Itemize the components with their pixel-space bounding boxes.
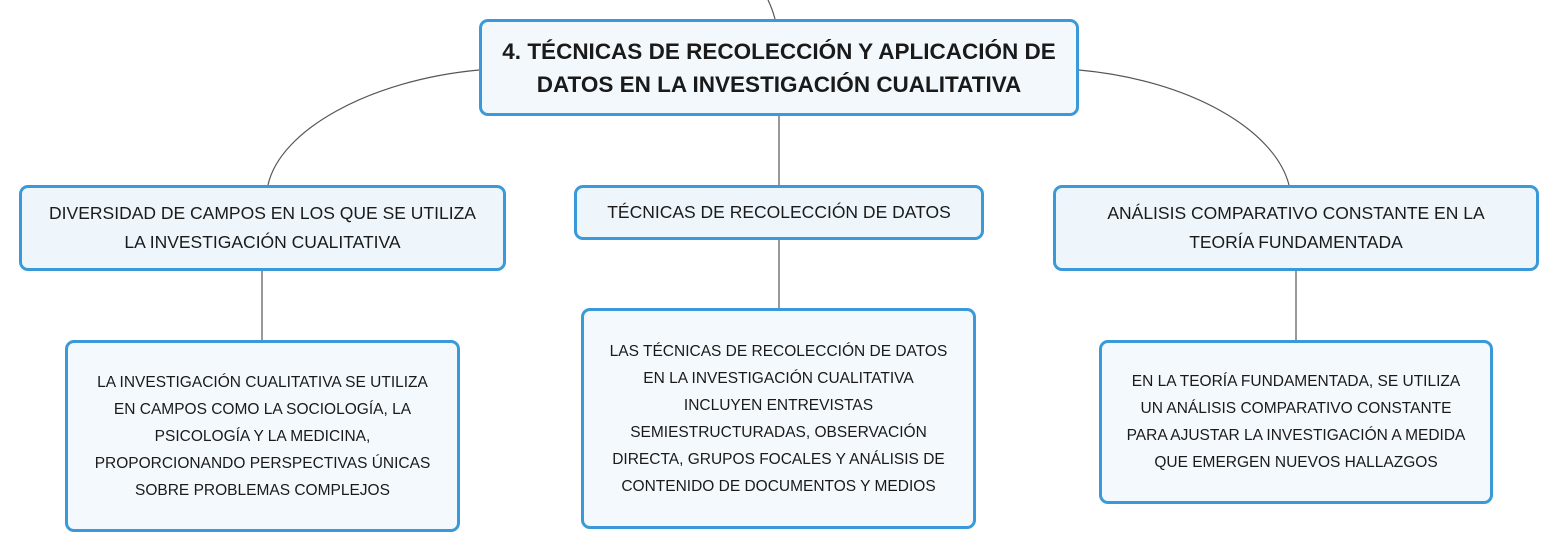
root-title-line: DATOS EN LA INVESTIGACIÓN CUALITATIVA [536,71,1022,97]
topic-label [49,199,476,257]
detail-node-campos[interactable] [65,340,460,532]
detail-line: EN LA INVESTIGACIÓN CUALITATIVA [643,369,914,387]
detail-line: PROPORCIONANDO PERSPECTIVAS ÚNICAS [94,454,431,472]
detail-line: LA INVESTIGACIÓN CUALITATIVA SE UTILIZA [97,373,428,391]
detail-line: EN CAMPOS COMO LA SOCIOLOGÍA, LA [113,400,412,418]
detail-line: PSICOLOGÍA Y LA MEDICINA, [154,427,371,445]
topic-label-line: TEORÍA FUNDAMENTADA [1189,232,1403,252]
detail-text [95,369,431,504]
root-title-line: 4. TÉCNICAS DE RECOLECCIÓN Y APLICACIÓN DE [502,38,1056,64]
connector-root-to-topic-3 [1079,70,1289,185]
detail-text [1127,368,1466,476]
detail-line: DIRECTA, GRUPOS FOCALES Y ANÁLISIS DE [612,450,945,468]
topic-node-campos[interactable] [19,185,506,271]
detail-node-tecnicas[interactable] [581,308,976,529]
topic-label-line: ANÁLISIS COMPARATIVO CONSTANTE EN LA [1107,203,1485,223]
detail-line: INCLUYEN ENTREVISTAS [683,396,874,414]
connector-parent-to-root [768,0,775,19]
detail-node-analisis[interactable] [1099,340,1493,504]
connector-root-to-topic-1 [268,70,479,185]
topic-label [1107,199,1484,257]
detail-line: UN ANÁLISIS COMPARATIVO CONSTANTE [1140,400,1452,417]
root-title [502,35,1055,101]
topic-label-line: DIVERSIDAD DE CAMPOS EN LOS QUE SE UTILIZA [49,203,476,223]
topic-label-line: TÉCNICAS DE RECOLECCIÓN DE DATOS [607,202,951,222]
topic-label [607,198,951,227]
topic-node-tecnicas[interactable] [574,185,984,240]
detail-line: SOBRE PROBLEMAS COMPLEJOS [135,481,390,499]
detail-line: QUE EMERGEN NUEVOS HALLAZGOS [1154,454,1438,471]
detail-line: PARA AJUSTAR LA INVESTIGACIÓN A MEDIDA [1126,427,1466,444]
topic-label-line: LA INVESTIGACIÓN CUALITATIVA [124,232,401,252]
detail-line: LAS TÉCNICAS DE RECOLECCIÓN DE DATOS [609,342,948,360]
detail-line: CONTENIDO DE DOCUMENTOS Y MEDIOS [621,477,936,495]
detail-line: EN LA TEORÍA FUNDAMENTADA, SE UTILIZA [1131,373,1461,390]
detail-text [610,338,948,500]
topic-node-analisis[interactable] [1053,185,1539,271]
detail-line: SEMIESTRUCTURADAS, OBSERVACIÓN [630,423,927,441]
root-node[interactable] [479,19,1079,116]
